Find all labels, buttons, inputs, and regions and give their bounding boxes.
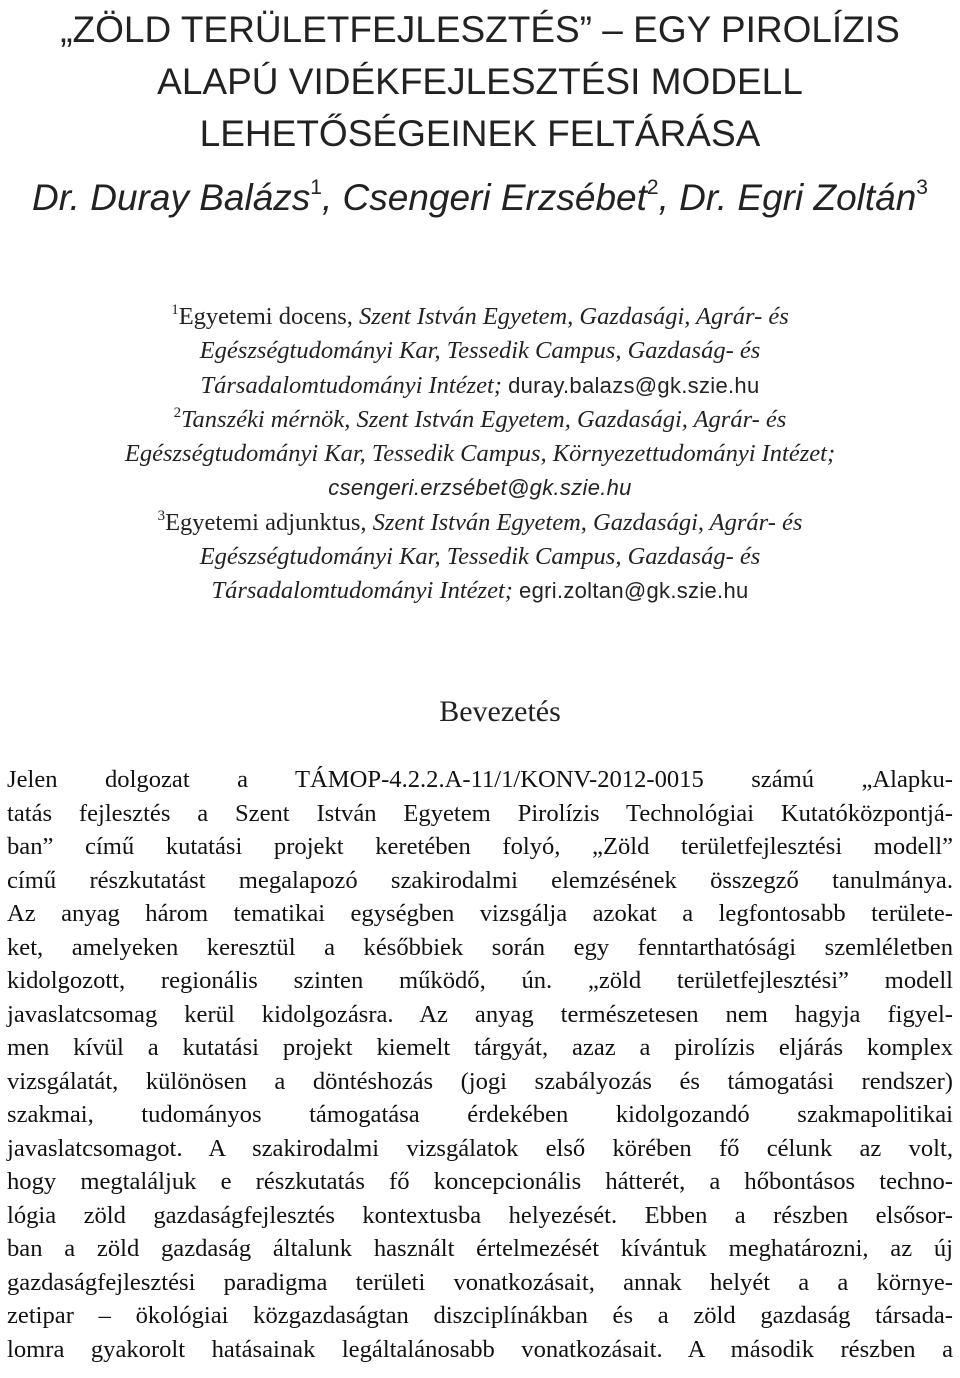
author-separator: , (658, 177, 680, 218)
affiliation-email: egri.zoltan@gk.szie.hu (519, 578, 749, 604)
affiliation-2-line (0, 403, 960, 437)
body-line: javaslatcsomagot. A szakirodalmi vizsgálatok első körében fő célunk az volt, (7, 1134, 953, 1162)
affiliation-3-line (0, 540, 960, 574)
title-line: LEHETŐSÉGEINEK FELTÁRÁSA (199, 113, 761, 154)
body-line: ban” című kutatási projekt keretében folyó, „Zöld területfejlesztési modell” (7, 833, 953, 860)
paper-title (0, 4, 960, 160)
affiliation-role: Egyetemi docens, (178, 303, 359, 330)
body-line: vizsgálatát, különösen a döntéshozás (jogi szabályozás és támogatási rendszer) (7, 1067, 953, 1095)
section-heading: Bevezetés (439, 695, 561, 728)
affiliation-org: Egészségtudományi Kar, Tessedik Campus, Gazdaság- és (199, 337, 761, 365)
affiliation-1-line (0, 300, 960, 334)
affiliation-org: Egészségtudományi Kar, Tessedik Campus, Környezettudományi Intézet; (124, 440, 836, 468)
body-line: zetipar – ökológiai közgazdaságtan diszciplínákban és a zöld gazdaság társada- (7, 1302, 953, 1329)
affiliations (0, 300, 960, 609)
body-line: szakmai, tudományos támogatása érdekében kidolgozandó szakmapolitikai (7, 1101, 953, 1128)
author-affiliation-marker: 1 (310, 176, 322, 199)
author-name: Dr. Duray Balázs (32, 177, 311, 218)
title-line: „ZÖLD TERÜLETFEJLESZTÉS” – EGY PIROLÍZIS (60, 9, 900, 50)
affiliation-2-line (0, 437, 960, 471)
body-line: lógia zöld gazdaságfejlesztés kontextusba helyezését. Ebben a részben elsősor- (7, 1201, 953, 1229)
affiliation-org: Szent István Egyetem, Gazdasági, Agrár- és (359, 303, 789, 330)
body-line: hogy megtaláljuk e részkutatás fő koncepcionális hátterét, a hőbontásos techno- (7, 1168, 953, 1195)
affiliation-marker: 1 (171, 302, 179, 318)
body-line: tatás fejlesztés a Szent István Egyetem Pirolízis Technológiai Kutatóközpontjá- (7, 799, 953, 827)
affiliation-org: Tanszéki mérnök, Szent István Egyetem, Gazdasági, Agrár- és (181, 405, 787, 433)
body-line: Az anyag három tematikai egységben vizsgálja azokat a legfontosabb területe- (7, 900, 953, 927)
body-line: men kívül a kutatási projekt kiemelt tárgyát, azaz a pirolízis eljárás komplex (7, 1034, 953, 1061)
affiliation-3-line (0, 506, 960, 540)
body-line: gazdaságfejlesztési paradigma területi vonatkozásait, annak helyét a a környe- (7, 1268, 953, 1296)
body-line: kidolgozott, regionális szinten működő, ún. „zöld területfejlesztési” modell (7, 967, 953, 994)
body-line: Jelen dolgozat a TÁMOP-4.2.2.A-11/1/KONV-2012-0015 számú „Alapku- (7, 766, 953, 793)
body-paragraph (7, 763, 953, 1366)
affiliation-org: Társadalomtudományi Intézet; (200, 371, 509, 399)
body-line: ket, amelyeken keresztül a későbbiek során egy fenntarthatósági szemléletben (7, 933, 953, 961)
affiliation-3-line (0, 574, 960, 608)
body-line: lomra gyakorolt hatásainak legáltalánosabb vonatkozásait. A második részben a (7, 1335, 953, 1363)
body-line: javaslatcsomag kerül kidolgozásra. Az anyag természetesen nem hagyja figyel- (7, 1000, 953, 1028)
affiliation-email: csengeri.erzsébet@gk.szie.hu (328, 475, 632, 501)
body-line: című részkutatást megalapozó szakirodalmi elemzésének összegző tanulmánya. (7, 866, 953, 894)
affiliation-org: Szent István Egyetem, Gazdasági, Agrár- és (372, 508, 803, 536)
author-name: Csengeri Erzsébet (342, 177, 647, 218)
author-affiliation-marker: 3 (916, 176, 928, 199)
author-separator: , (321, 177, 343, 218)
author-list (0, 172, 960, 224)
affiliation-org: Egészségtudományi Kar, Tessedik Campus, Gazdaság- és (199, 543, 761, 571)
affiliation-org: Társadalomtudományi Intézet; (211, 577, 520, 605)
affiliation-role: Egyetemi adjunktus, (165, 508, 373, 536)
author-affiliation-marker: 2 (646, 176, 659, 199)
affiliation-2-line (0, 471, 960, 505)
author-name: Dr. Egri Zoltán (679, 177, 917, 218)
affiliation-1-line (0, 334, 960, 368)
affiliation-email: duray.balazs@gk.szie.hu (508, 372, 760, 398)
affiliation-1-line (0, 369, 960, 403)
affiliation-marker: 3 (157, 507, 166, 524)
affiliation-marker: 2 (173, 404, 182, 421)
title-line: ALAPÚ VIDÉKFEJLESZTÉSI MODELL (157, 61, 803, 102)
body-line: ban a zöld gazdaság általunk használt értelmezését kívántuk meghatározni, az új (7, 1235, 953, 1262)
